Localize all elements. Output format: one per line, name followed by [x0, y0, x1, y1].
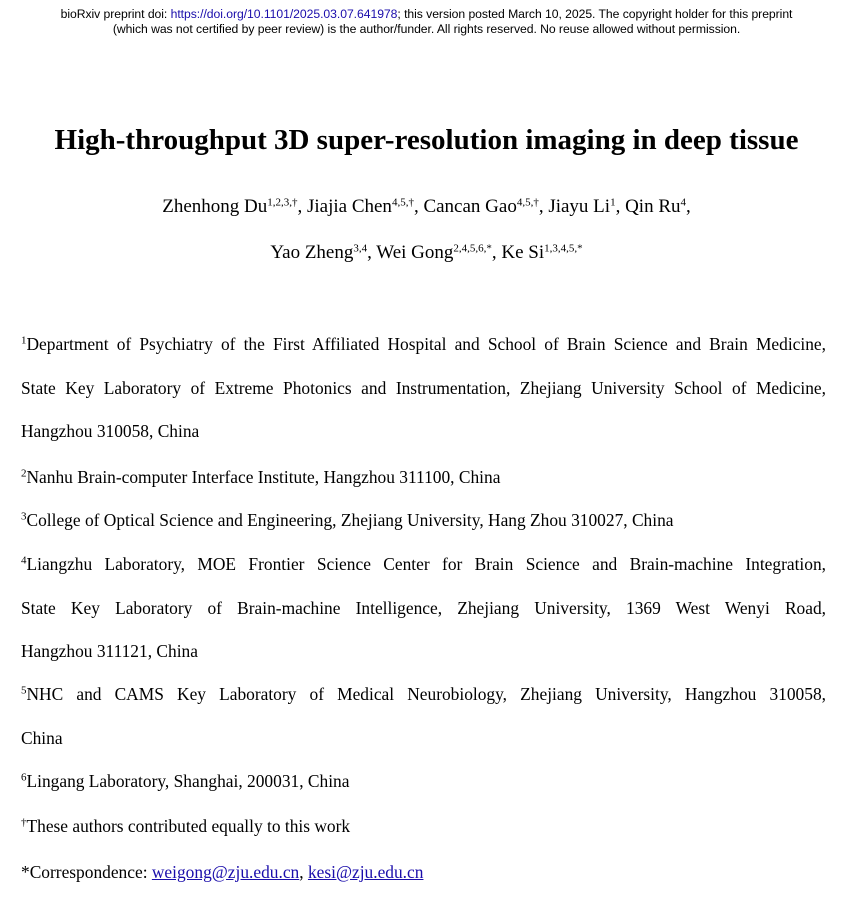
affiliation-4 [21, 543, 826, 674]
equal-contribution-note [21, 805, 826, 849]
affiliation-line: $^2$Nanhu Brain-computer Interface Institute, Hangzhou 311100, China [21, 467, 501, 487]
affiliation-2 [21, 456, 826, 500]
paper-title: High-throughput 3D super-resolution imaging in deep tissue [54, 124, 799, 156]
notice-prefix: bioRxiv preprint doi: [60, 7, 171, 21]
affiliation-line: $^6$Lingang Laboratory, Shanghai, 200031, China [21, 771, 350, 791]
author: Cancan Gao$^{4,5,\dagger}$ [423, 196, 539, 217]
author: Jiajia Chen$^{4,5,\dagger}$ [306, 196, 414, 217]
affiliation-5 [21, 673, 826, 760]
author: Qin Ru$^4$ [625, 196, 687, 217]
email-link-kesi[interactable]: kesi@zju.edu.cn [307, 862, 424, 882]
affiliation-line: Hangzhou 311121, China [21, 641, 198, 661]
author: Wei Gong$^{2,4,5,6,*}$ [376, 242, 492, 263]
affiliation-line: State Key Laboratory of Extreme Photonics and Instrumentation, Zhejiang University School of Medicine, [21, 377, 826, 398]
author: Jiayu Li$^1$ [548, 196, 616, 217]
notice-suffix: ; this version posted March 10, 2025. The copyright holder for this preprint [397, 7, 793, 21]
correspondence-line: *Correspondence: weigong@zju.edu.cn, kesi@zju.edu.cn [21, 862, 424, 882]
correspondence-label: *Correspondence: [21, 862, 152, 882]
affiliation-line: $^3$College of Optical Science and Engineering, Zhejiang University, Hang Zhou 310027, China [21, 510, 674, 530]
affiliation-line: State Key Laboratory of Brain-machine Intelligence, Zhejiang University, 1369 West Wenyi Road, [21, 597, 826, 618]
affiliation-6 [21, 760, 826, 804]
author-line-2: Yao Zheng$^{3,4}$, Wei Gong$^{2,4,5,6,*}$, Ke $Si^{1,3,4,5,*}$ [270, 242, 583, 263]
affiliation-line: $^1$Department of Psychiatry of the First Affiliated Hospital and School of Brain Science and Brain Medicine, [21, 334, 826, 354]
affiliation-line: $^4$Liangzhu Laboratory, MOE Frontier Science Center for Brain Science and Brain-machine Integration, [21, 554, 826, 574]
author: Zhenhong $Du^{1,2,3,\dagger}$ [162, 196, 298, 217]
notice-line-1 [0, 7, 853, 22]
email-link-weigong[interactable]: weigong@zju.edu.cn [151, 862, 300, 882]
equal-contribution-line: †These authors contributed equally to this work [21, 816, 351, 836]
preprint-notice [0, 7, 853, 36]
author: Yao Zheng$^{3,4}$ [270, 242, 368, 263]
affiliation-line: Hangzhou 310058, China [21, 421, 200, 441]
author-line-1: Zhenhong $Du^{1,2,3,\dagger}$, Jiajia Chen$^{4,5,\dagger}$, Cancan Gao$^{4,5,\dagger}$, Jiayu Li$^1$, Qin Ru$^4$, [162, 196, 691, 217]
affiliation-line: $^5$NHC and CAMS Key Laboratory of Medical Neurobiology, Zhejiang University, Hangzhou 310058, [21, 684, 826, 704]
doi-link[interactable]: https://doi.org/10.1101/2025.03.07.641978 [170, 7, 398, 21]
affiliation-line: China [21, 727, 63, 748]
affiliation-1 [21, 323, 826, 454]
affiliation-3 [21, 499, 826, 543]
notice-line-2: (which was not certified by peer review) is the author/funder. All rights reserved. No reuse allowed without permission. [112, 21, 741, 36]
correspondence [21, 851, 826, 895]
author: Ke $Si^{1,3,4,5,*}$ [501, 242, 583, 263]
